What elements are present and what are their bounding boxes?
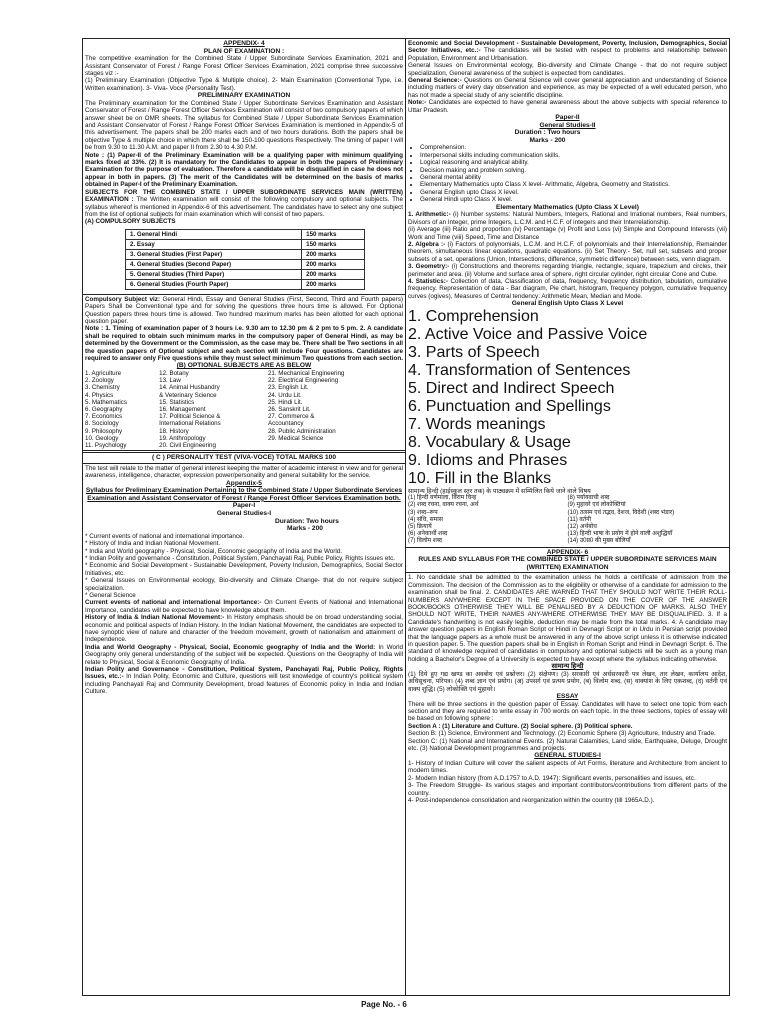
current-para [85,599,403,614]
optional-subject: 1. Agriculture [85,369,122,377]
prelim-text: The Preliminary examination for the Combined State / Upper Subordinate Services Examination and Assistant Conservator of Forest / Range Forest Officer Services Examination will consist of two compulsory papers of which answer sheet be on OMR sheets. The syllabus for Combined State / Upper Subordinate Services Examination and Assistant Conservator of Forest / Range Forest Officer Services Examination is mentioned in Appendix-5 of this advertisement. The papers shall be 200 marks each and of two hours durations. Both the papers shall be objective Type & multiple choice in which there shall be 150-100 questions Respectively. The timing of paper I will be from 9.30 to 11.30 A.M. and paper II from 2.30 to 4.30 P.M. [85,99,403,152]
list-item: 3- The Freedom Struggle- its various stages and important contributors/contributions from different parts of the country. [408,782,727,797]
table-row [126,279,365,289]
list-item: * Indian Polity and governance - Constitution, Political System, Panchayati Raj, Public Policy, Rights Issues etc. [85,554,395,562]
geo-text: In World Geography only general understanding of the subject will be expected. Questions on the Geography of India will relate to Physical, Social & Economic Geography of India. [85,643,403,666]
appendix6-box [406,547,729,574]
personality-text: The test will relate to the matter of general interest keeping the matter of academic interest in view and for general awareness, intelligence, character, expression power/personality and general suitability for the service. [85,464,403,480]
optional-subject: 17. Political Science & [159,413,221,421]
hindi-item: (12) अर्थबोध [567,523,597,530]
plan-title: PLAN OF EXAMINATION : [203,47,285,55]
table-row [126,229,365,239]
table-row [85,420,403,427]
marks2: Marks - 200 [529,136,566,144]
eng-head: General English Upto Class X Level [511,300,624,308]
page [82,38,730,996]
table-row [85,428,403,435]
arith-head: 1. Arithmetic:- [408,211,451,219]
list-item: 4- Post-independence consolidation and reorganization within the country (till 1965A.D.). [408,797,655,805]
optional-subject: 8. Sociology [85,420,119,428]
compulsory-head: (A) COMPULSORY SUBJECTS [85,218,176,226]
marks: Marks - 200 [287,525,323,533]
optional-subject: 14. Animal Husbandry [159,384,220,392]
left-column [82,38,406,996]
table-row [85,377,403,384]
econ-text: The candidates will be tested with respect to problems and relationship between Population, Environment and Urbanisation. [408,47,727,62]
table-row [126,239,365,249]
hindi-item: (6) अनेकार्थी शब्द [408,531,448,538]
stat-text: Collection of data, Classification of data, frequency, frequency distribution, tabulation, cumulative frequency. Representation of data - Bar diagram, Pie chart, histogram, frequency polygon, cumulative frequency curves (ogives), Measures of Central tendency: Arithmetic Mean, Median and Mode. [408,277,727,300]
subject-name: 2. Essay [126,239,302,249]
optional-subject: 4. Physics [85,391,114,399]
appendix6-title: APPENDIX- 6 [546,548,589,556]
subject-name: 6. General Studies (Fourth Paper) [126,279,302,289]
arith-text2: (ii) Average (iii) Ratio and proportion (iv) Percentage (v) Profit and Loss (vi) Simple and Compound Interests (vii) Work and Time (viii) Speed, Time and Distance [408,226,727,241]
optional-subject: 6. Geography [85,405,123,413]
optional-subject: International Relations [159,420,221,428]
optional-subject: 18. History [159,427,189,435]
gs1-items [85,533,403,600]
list-item: 1. Comprehension [408,307,539,325]
note-para [408,99,727,114]
optional-subject: 7. Economics [85,413,123,421]
personality-box [83,452,405,464]
section-c: Section C: (1) National and International Events. (2) Natural Calamities, Land slide, Earthquake, Deluge, Drought etc. (3) National Development programmes and projects. [408,737,727,753]
list-item: • General English upto Class X level. [420,189,727,196]
polity-para [85,666,403,696]
geom-head: 3. Geometry:- [408,263,450,271]
hindi-item: (4) संधि, समास [408,516,443,523]
subject-marks: 200 marks [302,269,365,279]
polity-head: Indian Polity and Governance - Constitution, Political System, Panchayati Raj, Public Policy, Rights Issues, etc.:- [85,666,403,681]
gs1-title: General Studies-I [216,509,272,517]
history-para [85,614,403,644]
note1: Note : (1) Paper-II of the Preliminary Examination will be a qualifying paper with minimum qualifying marks fixed at 33%. (2) It is mandatory for the Candidates to appear in both the papers of Preliminary Examination for the purpose of evaluation. Therefore a candidate will be disqualified in case he does not appear in both in papers. (3) The merit of the Candidates will be determined on the basis of marks obtained in Paper-I of the Preliminary Examination. [85,151,403,189]
subject-name: 3. General Studies (First Paper) [126,249,302,259]
optional-subject: 29. Medical Science [267,434,324,442]
note-head: Note:- [408,99,427,107]
page-number: Page No. - 6 [361,1000,407,1009]
list-item: 4. Transformation of Sentences [408,361,631,379]
list-item: 3. Parts of Speech [408,343,540,361]
history-text: In History emphasis should be on broad understanding social, economic and political aspects of Indian History. In the Indian National Movement, the candidates are expected to have synoptic view of nature and character of the freedom movement, growth of nationalism and attainment of Independence. [85,614,403,644]
optional-subject: 24. Urdu Lit. [267,391,302,399]
hindi-head: सामान्य हिन्दी (हाईस्कूल स्तर तक) के पाठ्यक्रम में सम्मिलित किये जाने वाले विषय [408,487,591,495]
list-item: • General Hindi upto Class X level. [420,196,727,203]
table-row [85,370,403,377]
history-head: History of India & Indian National Movement:- [85,614,225,622]
mains-head: SUBJECTS FOR THE COMBINED STATE / UPPER SUBORDINATE SERVICES MAIN (WRITTEN) EXAMINATION : [85,188,403,204]
table-row [126,249,365,259]
optional-subject: 15. Statistics [159,398,195,406]
compulsory-viz-head: Compulsory Subject viz: [85,295,160,303]
section-a: Section A : (1) Literature and Culture. (2) Social sphere. (3) Political sphere. [408,722,633,730]
compulsory-viz-text: General Hindi, Essay and General Studies (First, Second, Third and Fourth papers) Papers Shall be Conventional type and for solving the questions three hours time is allowed. For Optional Question papers three hours time is allowed. Two hundred maximum marks has been allotted for each optional question paper. [85,295,403,325]
hindi-item: (11) वर्तनी [567,516,592,523]
essay-head: ESSAY [556,693,579,701]
hindi-items [408,495,727,545]
alg-para [408,241,727,263]
hindi-item: (5) क्रियायें [408,523,432,530]
essay-text: There will be three sections in the question paper of Essay. Candidates will have to select one topic from each section and they are required to write essay in 700 words on each topic. In the three sections, topics of essay will be based on following sphere : [408,700,727,723]
optional-subject: 5. Mathematics [85,398,127,406]
table-row [85,399,403,406]
appendix5-sub: Syllabus for Preliminary Examination Pertaining to the Combined State / Upper Subordinate Services Examination and Assistant Conservator of Forest / Range Forest Officer Services Examination both. [85,487,403,502]
table-row [126,269,365,279]
subject-name: 4. General Studies (Second Paper) [126,259,302,269]
optional-subject: 12. Botany [159,369,189,377]
optional-subject: 28. Public Administration [267,427,336,435]
optional-subject: Accountancy [267,420,304,428]
list-item: • Comprehension. [420,144,727,151]
gs2-items [408,144,727,203]
optional-subject: 11. Psychology [85,442,127,449]
list-item: 5. Direct and Indirect Speech [408,379,615,397]
compulsory-viz [85,296,403,326]
table-row [85,392,403,399]
arith-para [408,211,727,226]
econ-head: Economic and Social Development - Sustainable Development, Poverty, Inclusion, Demographics, Social Sector Initiatives, etc.:- [408,40,727,55]
hindi-item: (1) हिन्दी वर्णमाला, विराम चिन्ह [408,495,477,502]
table-row [85,435,403,442]
list-item: 8. Vocabulary & Usage [408,433,571,451]
sci-para [408,77,727,99]
paper2-title: Paper-II [555,114,580,122]
subject-marks: 150 marks [302,229,365,239]
geo-para [85,644,403,666]
table-row [126,259,365,269]
optional-subject: & Veterinary Science [159,391,217,399]
list-item: • Logical reasoning and analytical ability. [420,159,727,166]
alg-head: 2. Algebra :- [408,240,446,248]
table-row [85,442,403,449]
list-item: * Economic and Social Development - Sustainable Development, Poverty Inclusion, Demographics, Social Sector Initiatives, etc. [85,562,403,577]
optional-subject: 23. English Lit. [267,384,309,392]
list-item: * India and World geography - Physical, Social, Economic geography of India and the World. [85,547,343,555]
list-item: 2. Active Voice and Passive Voice [408,325,648,343]
list-item: 1- History of Indian Culture will cover the salient aspects of Art Forms, literature and Architecture from ancient to modern times. [408,760,727,775]
subject-name: 5. General Studies (Third Paper) [126,269,302,279]
hindi-item: (8) पर्यायवाची शब्द [567,495,610,502]
current-head: Current events of national and international Importance:- [85,599,262,607]
econ-para [408,40,727,62]
list-item: 9. Idioms and Phrases [408,451,568,469]
hindi-item: (10) तत्सम एवं तद्भव, देशज, विदेशी (शब्द भंडार) [567,509,675,516]
sci-head: General Science:- [408,77,462,85]
optional-subject: 25. Hindi Lit. [267,398,303,406]
section-b: Section B: (1) Science, Environment and Technology. (2) Economic Sphere (3) Agriculture, Industry and Trade. [408,730,716,738]
rules-text: 1. No candidate shall be admitted to the examination unless he holds a certificate of admission from the Commission. The decision of the Commission as to the eligibility or otherwise of a candidate for admission to the examination shall be final. 2. CANDIDATES ARE WARNED THAT THEY SHOULD NOT WRITE THEIR ROLL-NUMBERS ANYWHERE EXCEPT IN THE SPACE PROVIDED ON THE COVER OF THE ANSWER BOOK/BOOKS OTHERWISE THEY WILL BE PENALISED BY A DEDUCTION OF MARKS. ALSO THEY SHOULD NOT WRITE, THEIR NAMES ANY-WHERE OTHERWISE THEY MAY BE DISQUALIFIED. 3. If a Candidate's handwriting is not easily legible, deduction may be made from the total marks. 4. A candidate may answer question papers in English Roman Script or Hindi in Devnagri Script or in Urdu in Persian script provided that the language papers as a whole must be answered in any of the above script unless it is otherwise indicated in question paper. 5. The question papers shall be in English in Roman Script and Hindi in Devnagri Script. 6. The standard of knowledge required of candidates in compulsory and optional subjects will be such as a young man holding a Bachelor's Degree of a University is expected to have except where the syllabus indicating otherwise. [408,574,727,663]
hindi-item: (3) शब्द–रूप [408,509,438,516]
list-item: 2- Modern Indian history (from A.D.1757 to A.D. 1947): Significant events, personalities and issues, etc. [408,774,696,782]
samanya-head: सामान्य हिन्दी [551,663,584,671]
subject-name: 1. General Hindi [126,229,302,239]
optional-subject: 27. Commerce & [267,413,315,421]
current-text: On Current Events of National and International Importance, candidates will be expected to have knowledge about them. [85,599,403,614]
optional-subject: 16. Management [159,405,206,413]
gs1-main-head: GENERAL STUDIES-I [534,752,601,760]
list-item: * General Issues on Environmental ecology, Bio-diversity and Climate Change- that do not require subject specialization. [85,577,403,592]
polity-text: In Indian Polity, Economic and Culture, questions will test knowledge of country's political system including Panchayati Raj and Community Development, broad features of Economic policy in India and Indian Culture. [85,673,403,696]
appendix4-title: APPENDIX- 4 [223,40,265,47]
alg-text: (i) Factors of polynomials, L.C.M. and H.C.F. of polynomials and their Interrelationship, Remainder theorem, simultaneous linear equations, quadratic equations. (ii) Set Theory:- Set, null set, subsets and proper subsets of a set, operations (Union, Intersections, difference, symmetric difference) between sets, venn diagram. [408,240,728,263]
optional-subject: 26. Sanskrit Lit. [267,405,311,413]
intro-text: The competitive examination for the Combined State / Upper Subordinate Services Examination, 2021 and Assistant Conservator of Forest / Range Forest Officer Services Examination, 2021 comprise three successive stages viz :- [85,55,403,77]
env-text: General Issues on Environmental ecology, Bio-diversity and Climate Change - that do not require subject specialization, General awareness of the subject is expected from candidates. [408,62,727,77]
list-item: * Current events of national and international importance. [85,532,245,540]
note2: Note : 1. Timing of examination paper of 3 hours i.e. 9.30 am to 12.30 pm & 2 pm to 5 pm. 2. A candidate shall be required to obtain such minimum marks in the compulsory paper of General Hindi, as may be determined by the Government or the Commission, as the case may be. There shall be Two sections in all the question papers of Optional subject and each section will include Four questions. Candidates are required to answer only Five questions while they must select minimum Two questions from each section. [85,325,403,362]
list-item: 10. Fill in the Blanks [408,469,552,487]
geom-text: (i) Constructions and theorems regarding triangle, rectangle, square, trapezium and circles, their perimeter and area. (ii) Volume and surface area of sphere, right circular cylinder, right circular Cone and Cube. [408,263,727,278]
table-row [85,384,403,391]
arith-text: (i) Number systems: Natural Numbers, Integers, Rational and Irrational numbers, Real numbers, Divisors of an Integer, prime Integers, L.C.M. and H.C.F. of integers and their Interrelationship. [408,211,727,226]
right-column [406,38,730,996]
optional-subject: 2. Zoology [85,377,114,385]
prelim-title: PRELIMINARY EXAMINATION [197,92,291,100]
list-item: 7. Words meanings [408,415,546,433]
optional-subject: 21. Mechanical Engineering [267,369,345,377]
appendix6-sub: RULES AND SYLLABUS FOR THE COMBINED STATE / UPPER SUBORDINATE SERVICES MAIN (WRITTEN) EXAMINATION [418,556,717,571]
optional-subject: 9. Philosophy [85,427,123,435]
gs1-main-items [408,760,727,804]
sci-text: Questions on General Science will cover general appreciation and understanding of Science including matters of every day observation and experience, as may be expected of a well educated person, who has not made a special study of any scientific discipline. [408,77,727,99]
table-row [85,406,403,413]
personality-head: ( C ) PERSONALITY TEST (VIVA-VOCE) TOTAL MARKS 100 [151,454,337,462]
list-item: • Interpersonal skills including communication skills. [420,152,727,159]
optional-subject: 13. Law [159,377,181,385]
subject-marks: 200 marks [302,279,365,289]
geo-head: India and World Geography - Physical, Social, Economic geography of India and the World: [85,643,376,651]
hindi-item: (13) हिन्दी भाषा के प्रयोग में होने वाली अशुद्धियाँ [567,531,673,538]
paper1-title: Paper-I [232,502,256,510]
list-item: • Elementary Mathematics upto Class X level- Arithmatic, Algebra, Geometry and Statistics. [420,181,727,188]
duration: Duration: Two hours [275,517,339,525]
optional-subject [268,442,403,449]
stages-text: (1) Preliminary Examination (Objective Type & Multiple choice). 2- Main Examination (Conventional Type, i.e. Written examination). 3- Viva- Voce (Personality Test). [85,77,403,92]
optional-subject: 3. Chemistry [85,384,120,392]
table-row [85,413,403,420]
hindi-item: (7) विलोम शब्द [408,538,443,545]
list-item: • General mental ability [420,174,727,181]
stat-para [408,278,727,300]
optional-head: (B) OPTIONAL SUBJECTS ARE AS BELOW [176,362,312,370]
hindi-item: (2) शब्द रचना, वाक्य रचना, अर्थ [408,502,479,509]
hindi-item: (14) उ0प्र0 की मुख्य बोलियाँ [567,538,631,545]
eng-items [408,308,727,488]
list-item: * History of India and Indian National Movement. [85,540,221,548]
subject-marks: 200 marks [302,259,365,269]
optional-subject: 10. Geology [85,434,119,442]
mains-para [85,189,403,219]
gs2-title: General Studies-II [539,121,596,129]
mains-text: The Written examination will consist of the following compulsory and optional subjects. The syllabus whereof is mentioned in Appendix-6 of this advertisement. The candidates have to select any one subject from the list of optional subjects for main examination which will consist of two papers. [85,196,403,218]
optional-subject: 20. Civil Engineering [159,442,216,449]
optional-subject: 19. Anthropology [159,434,206,442]
geom-para [408,263,727,278]
appendix5-title: Appendix-5 [226,479,262,487]
samanya-text: (1) दिये हुए गद्य खण्ड का अवबोध एवं प्रश्नोत्तर। (2) संक्षेपण। (3) सरकारी एवं अर्धसरकारी पत्र लेखन, तार लेखन, कार्यालय आदेश, अधिसूचना, परिपत्र। (4) शब्द ज्ञान एवं प्रयोग। (अ) उपसर्ग एवं प्रत्यय प्रयोग, (ब) विलोम शब्द, (स) वाक्यांश के लिए एकशब्द, (द) वर्तनी एवं वाक्य शुद्धि। (5) लोकोक्ति एवं मुहावरे। [408,670,727,693]
note-text: Candidates are expected to have general awareness about the above subjects with special reference to Uttar Pradesh. [408,99,727,114]
list-item: • Decision making and problem solving. [420,167,727,174]
compulsory-table [125,229,365,290]
subject-marks: 200 marks [302,249,365,259]
list-item: 6. Punctuation and Spellings [408,397,611,415]
compulsory-viz-box [83,294,405,451]
subject-marks: 150 marks [302,239,365,249]
stat-head: 4. Statistics:- [408,277,448,285]
optional-subject: 22. Electrical Engineering [267,377,339,385]
optional-subjects-table [85,370,403,449]
list-item: * General Science [85,592,136,600]
duration2: Duration : Two hours [514,129,581,137]
hindi-item: (9) मुहावरे एवं लोकोक्तियां [567,502,626,509]
math-head: Elementary Mathematics (Upto Class X Level) [496,203,639,211]
